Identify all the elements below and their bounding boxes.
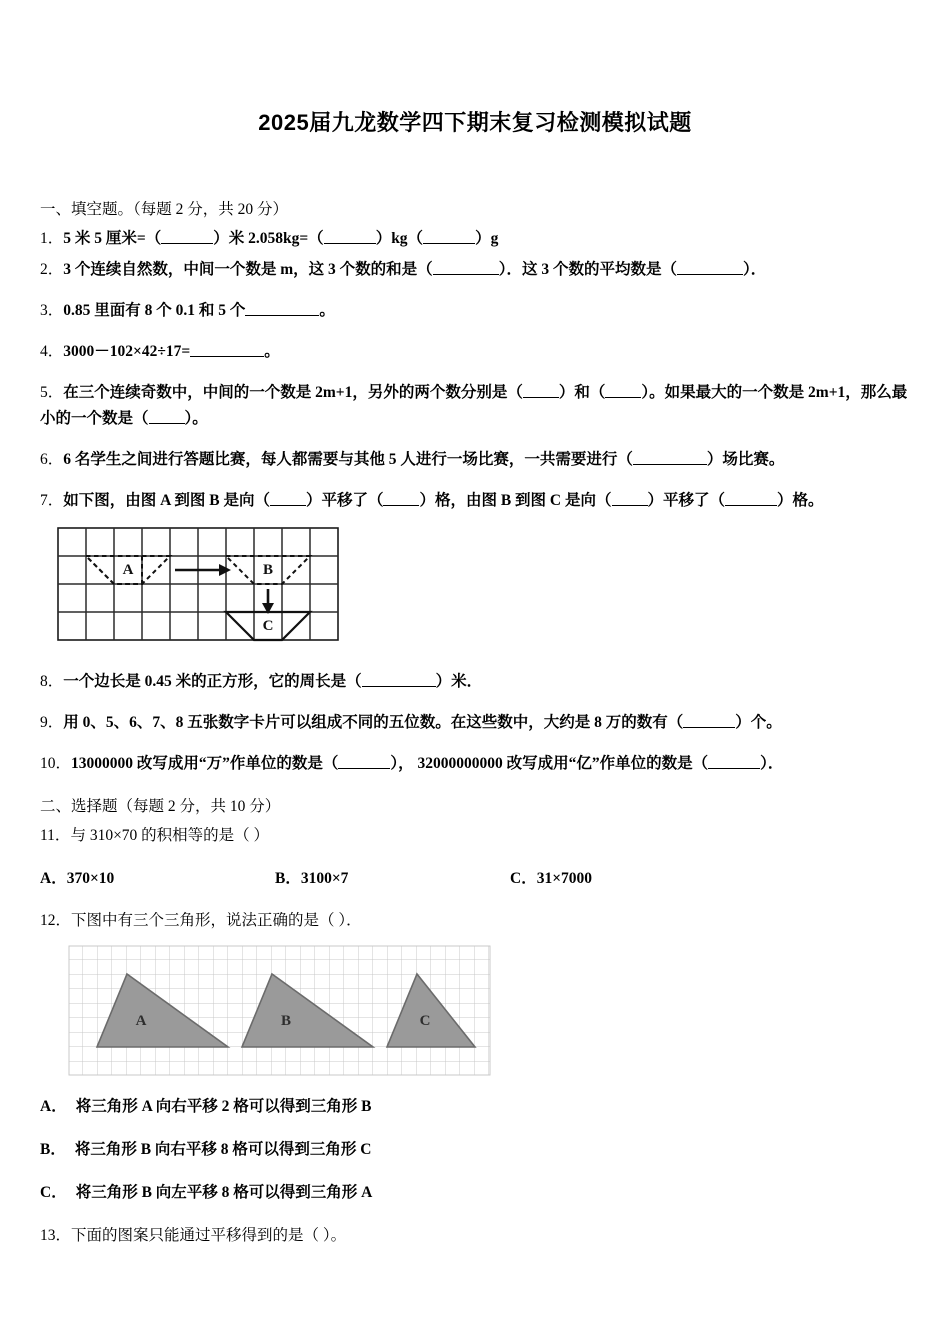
question-5-text-d: ）。: [184, 409, 208, 427]
question-7: [40, 488, 910, 513]
question-1-text-d: ）g: [475, 230, 499, 247]
answer-blank[interactable]: [245, 301, 319, 316]
question-11-number: 11．: [40, 827, 71, 845]
question-6-text-b: ）场比赛。: [706, 450, 785, 468]
shape-b-label: B: [262, 561, 274, 578]
question-12-option-a[interactable]: [40, 1094, 910, 1116]
question-9: [40, 710, 910, 735]
question-2-text-a: 3 个连续自然数，中间一个数是 m，这 3 个数的和是（: [63, 261, 433, 279]
question-11-options: [40, 866, 910, 888]
question-9-number: 9．: [40, 713, 64, 731]
question-11-text: 与 310×70 的积相等的是（ ）: [70, 827, 270, 845]
option-c-text: 31×7000: [536, 870, 593, 888]
question-9-text-b: ）个。: [735, 713, 782, 731]
question-3-number: 3．: [40, 302, 64, 320]
question-3-text-a: 0.85 里面有 8 个 0.1 和 5 个: [63, 302, 246, 320]
question-7-text-e: ）格。: [777, 491, 824, 509]
question-1: [40, 226, 910, 251]
option-c[interactable]: [510, 866, 745, 888]
answer-blank[interactable]: [270, 491, 306, 506]
question-13-text: 下面的图案只能通过平移得到的是（ ）。: [71, 1227, 347, 1245]
question-2-text-c: ）．: [742, 261, 767, 279]
question-1-number: 1．: [40, 230, 64, 247]
question-8: [40, 669, 910, 694]
option-a-label: A．: [40, 870, 67, 888]
answer-blank[interactable]: [161, 229, 213, 244]
question-2-text-b: ）．这 3 个数的平均数是（: [498, 261, 677, 279]
option-b-text: 将三角形 B 向右平移 8 格可以得到三角形 C: [74, 1141, 372, 1159]
question-7-text-d: ）平移了（: [647, 491, 726, 509]
question-9-text-a: 用 0、5、6、7、8 五张数字卡片可以组成不同的五位数。在这些数中，大约是 8 万的数有（: [63, 713, 684, 731]
question-5-text-a: 在三个连续奇数中，中间的一个数是 2m+1，另外的两个数分别是（: [63, 384, 523, 402]
question-5-text-c: ）。如果最大的一个数是 2m+1，那么最小的一个数是（: [40, 384, 908, 427]
question-8-text-a: 一个边长是 0.45 米的正方形，它的周长是（: [63, 672, 362, 690]
page-title: 2025届九龙数学四下期末复习检测模拟试题: [258, 110, 692, 135]
answer-blank[interactable]: [324, 229, 376, 244]
option-a[interactable]: [40, 866, 275, 888]
option-c-label: C．: [40, 1184, 67, 1202]
option-b[interactable]: [275, 866, 510, 888]
figure-translation-grid-wrapper: [40, 527, 910, 647]
answer-blank[interactable]: [423, 229, 475, 244]
question-7-text-c: ）格，由图 B 到图 C 是向（: [419, 491, 612, 509]
question-4-text-b: 。: [264, 343, 280, 361]
question-7-text-a: 如下图，由图 A 到图 B 是向（: [63, 491, 270, 509]
answer-blank[interactable]: [605, 383, 641, 398]
answer-blank[interactable]: [433, 260, 499, 275]
answer-blank[interactable]: [677, 260, 743, 275]
question-3-text-b: 。: [319, 302, 335, 320]
question-10-text-c: ）．: [760, 755, 784, 773]
question-3: [40, 298, 910, 323]
question-10: [40, 751, 910, 776]
question-12-number: 12．: [40, 912, 72, 930]
answer-blank[interactable]: [683, 713, 735, 728]
question-13: [40, 1223, 910, 1248]
question-5: [40, 380, 910, 430]
section-heading-fill-in-blanks: 一、填空题。（每题 2 分，共 20 分）: [40, 201, 289, 218]
question-2-number: 2．: [40, 261, 64, 279]
option-b-label: B．: [40, 1141, 66, 1159]
triangles-grid-figure: [68, 945, 492, 1076]
figure-triangles-grid-wrapper: [40, 945, 910, 1076]
option-a-label: A．: [40, 1098, 67, 1116]
answer-blank[interactable]: [190, 342, 264, 357]
question-8-number: 8．: [40, 672, 64, 690]
question-2: [40, 257, 910, 282]
answer-blank[interactable]: [612, 491, 648, 506]
question-6: [40, 447, 910, 472]
answer-blank[interactable]: [708, 754, 760, 769]
answer-blank[interactable]: [633, 449, 707, 464]
answer-blank[interactable]: [725, 491, 777, 506]
translation-grid-figure: [57, 527, 347, 647]
question-6-number: 6．: [40, 450, 64, 468]
answer-blank[interactable]: [523, 383, 559, 398]
section-heading-multiple-choice: 二、选择题（每题 2 分，共 10 分）: [40, 798, 281, 816]
question-7-number: 7．: [40, 491, 64, 509]
question-11: [40, 823, 910, 848]
question-4-number: 4．: [40, 343, 64, 361]
option-a-text: 将三角形 A 向右平移 2 格可以得到三角形 B: [75, 1098, 372, 1116]
shape-c-label: C: [262, 617, 274, 634]
answer-blank[interactable]: [362, 672, 436, 687]
question-10-text-a: 13000000 改写成用“万”作单位的数是（: [71, 755, 339, 773]
question-10-text-b: ）， 32000000000 改写成用“亿”作单位的数是（: [390, 755, 709, 773]
answer-blank[interactable]: [338, 754, 390, 769]
answer-blank[interactable]: [149, 408, 185, 423]
triangle-c-label: C: [419, 1013, 431, 1030]
question-1-text-a: 5 米 5 厘米=（: [63, 230, 162, 247]
question-6-text-a: 6 名学生之间进行答题比赛，每人都需要与其他 5 人进行一场比赛，一共需要进行（: [63, 450, 633, 468]
question-12-option-c[interactable]: [40, 1180, 910, 1202]
question-5-text-b: ）和（: [558, 384, 606, 402]
question-13-number: 13．: [40, 1227, 72, 1245]
option-c-label: C．: [510, 870, 537, 888]
triangle-b-label: B: [280, 1013, 292, 1030]
option-a-text: 370×10: [66, 870, 115, 888]
question-10-number: 10．: [40, 755, 72, 773]
question-5-number: 5．: [40, 384, 64, 402]
option-b-text: 3100×7: [300, 870, 349, 888]
question-1-text-b: ）米 2.058kg=（: [213, 230, 324, 247]
question-4: [40, 339, 910, 364]
option-c-text: 将三角形 B 向左平移 8 格可以得到三角形 A: [75, 1184, 373, 1202]
question-8-text-b: ）米．: [435, 672, 483, 690]
shape-a-label: A: [122, 561, 134, 578]
question-12-text: 下图中有三个三角形，说法正确的是（ ）．: [71, 912, 362, 930]
question-4-text-a: 3000－102×42÷17=: [63, 343, 191, 361]
question-1-text-c: ）kg（: [375, 230, 424, 247]
triangle-a-label: A: [135, 1013, 147, 1030]
question-12-option-b[interactable]: [40, 1137, 910, 1159]
option-b-label: B．: [275, 870, 301, 888]
question-7-text-b: ）平移了（: [305, 491, 384, 509]
question-12: [40, 908, 910, 933]
answer-blank[interactable]: [383, 491, 419, 506]
